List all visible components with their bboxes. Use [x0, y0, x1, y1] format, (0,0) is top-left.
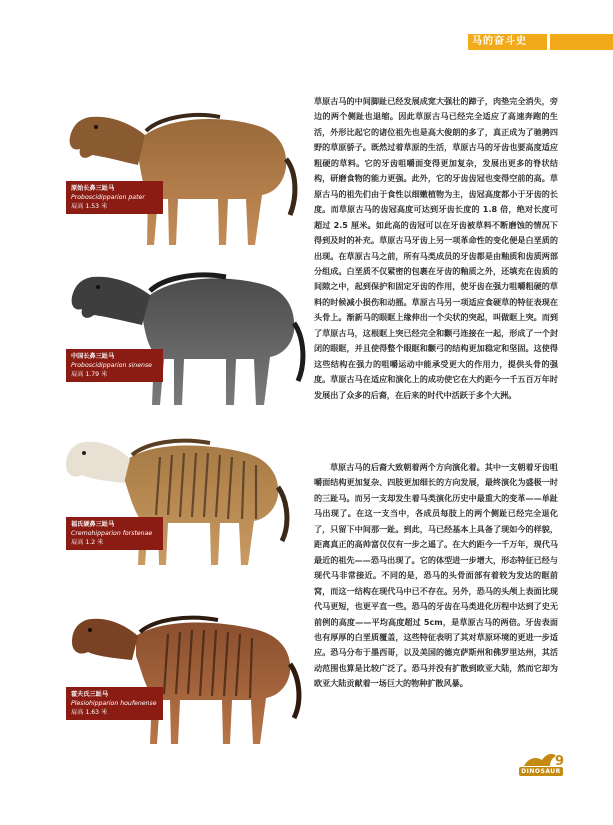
caption-name-cn: 原始长鼻三趾马 [71, 185, 115, 192]
caption-name-cn: 中国长鼻三趾马 [71, 353, 115, 360]
horse-illustration-plesiohipparion-houfenense [50, 594, 310, 754]
caption-height: 肩高 1.79 米 [71, 371, 108, 378]
caption-name-cn: 霍夫氏三趾马 [71, 691, 109, 698]
caption-cremohipparion-forstenae [66, 517, 163, 550]
caption-name-latin: Cremohipparion forstenae [71, 530, 153, 537]
page-number: 9 [555, 754, 565, 769]
body-paragraph-2: 草原古马的后裔大致朝着两个方向演化着。其中一支朝着牙齿咀嚼面结构更加复杂、四肢更加细长的方向发展，最终演化为盛极一时的三趾马。而另一支却发生着马类演化历史中最重大的变革——单趾马出现了。在这一支当中，各成员每肢上的两个侧趾已经完全退化了，只留下中间那一趾。到此，马已经基本上具备了现如今的样貌，距离真正的高帅富仅仅有一步之遥了。在大约距今一千万年，现代马最近的祖先——恐马出现了。它的体型进一步增大，形态特征已经与现代马非常接近。不同的是，恐马的头骨面部有着较为发达的眶前窝，而这一结构在现代马中已不存在。另外，恐马的头颅上表面比现代马更短，也更平直一些。恐马的牙齿在马类进化历程中达到了史无前例的高度——平均高度超过 5cm，是草原古马的两倍。牙齿表面也有厚厚的白垩质覆盖，这些特征表明了其对草原环境的更进一步适应。恐马分布于墨西哥，以及美国的德克萨斯州和佛罗里达州，其活动范围也算是比较广泛了。恐马并没有扩散到欧亚大陆，然而它却为欧亚大陆贡献着一场巨大的物种扩散风暴。 [314, 462, 558, 689]
caption-name-latin: Proboscidipparion sinense [71, 362, 152, 369]
caption-plesiohipparion-houfenense [66, 687, 163, 720]
body-paragraph-1: 草原古马的中间脚趾已经发展成宽大强壮的蹄子，肉垫完全消失，旁边的两个侧趾也退缩。因此草原古马已经完全适应了高速奔跑的生活，外形比起它的诸位祖先也是高大俊朗的多了，真正成为了驰骋四野的草原骄子。既然过着草原的生活，草原古马的牙齿也要高度适应粗硬的草料。它的牙齿咀嚼面变得更加复杂，发展出更多的脊状结构，研磨食物的能力更强。此外，它的牙齿齿冠也变得空前的高。草原古马的祖先们由于食性以细嫩植物为主，齿冠高度都小于牙齿的长度。而草原古马的齿冠高度可达到牙齿长度的 1.8 倍，绝对长度可超过 2.5 厘米。如此高的齿冠可以在牙齿被草料不断磨蚀的情况下得到及时的补充。草原古马牙齿上另一项革命性的变化便是白垩质的出现。在草原古马之前，所有马类成员的牙齿都是由釉质和齿质两部分组成。白垩质不仅紧密的包裹在牙齿的釉质之外，还填充在齿质的间隙之中，起到保护和固定牙齿的作用，使牙齿在强力咀嚼粗硬的草料的时候减小损伤和动摇。草原古马另一项适应食硬草的特征表现在头骨上。渐新马的眼眶上缘伸出一个尖状的突起，叫做眶上突。而到了草原古马，这根眶上突已经完全和颧弓连接在一起，形成了一个封闭的眼眶，并且使得整个眼眶和颧弓的结构更加稳定和坚固。这使得这些结构在强力的咀嚼运动中能承受更大的作用力，提供头骨的强度。草原古马在适应和演化上的成功使它在大约距今一千五百万年时发展出了众多的后裔，在后来的时代中活跃于多个大洲。 [314, 96, 558, 400]
caption-height: 肩高 1.2 米 [71, 539, 104, 546]
dinosaur-logo-text: DINOSAUR [519, 767, 563, 776]
caption-name-latin: Proboscidipparion pater [71, 194, 145, 201]
caption-proboscidipparion-pater [66, 181, 163, 214]
caption-name-cn: 福氏硬鼻三趾马 [71, 521, 115, 528]
caption-height: 肩高 1.53 米 [71, 203, 108, 210]
horse-illustration-proboscidipparion-pater [50, 95, 310, 255]
horse-illustration-cremohipparion-forstenae [50, 415, 310, 575]
caption-name-latin: Plesiohipparion houfenense [71, 700, 157, 707]
horse-illustration-proboscidipparion-sinense [50, 253, 310, 413]
caption-height: 肩高 1.63 米 [71, 709, 108, 716]
section-title: 马的奋斗史 [472, 36, 527, 47]
header-divider [547, 34, 550, 50]
caption-proboscidipparion-sinense [66, 349, 163, 382]
